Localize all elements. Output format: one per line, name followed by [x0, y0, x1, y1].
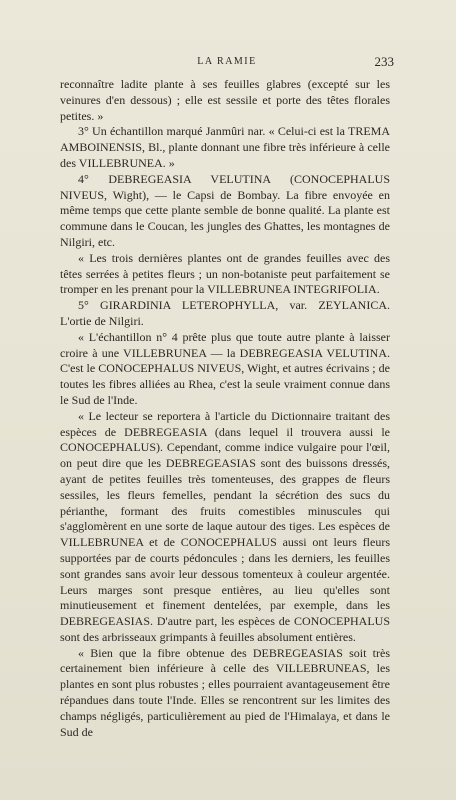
paragraph-quote-1: « Les trois dernières plantes ont de grandes feuilles avec des têtes serrées à petites fleurs ; un non-botaniste peut parfaitement se tromper en les prenant pour la VILLEBRUNEA INTEGRIFOLIA. — [60, 250, 390, 297]
paragraph-item-5: 5° GIRARDINIA LETEROPHYLLA, var. ZEYLANICA. L'ortie de Nilgiri. — [60, 298, 390, 328]
running-header — [60, 56, 394, 70]
paragraph-item-3: 3° Un échantillon marqué Janmûri nar. « Celui-ci est la TREMA AMBOINENSIS, Bl., plante donnant une fibre très inférieure à celle des VILLEBRUNEA. » — [60, 124, 390, 170]
paragraph-quote-3: « Le lecteur se reportera à l'article du Dictionnaire traitant des espèces de DEBREGEASIA (dans lequel il trouvera aussi le CONOCEPHALUS). Cependant, comme indice vulgaire pour l'œil, on peut dire que les DEBREGEASIAS sont des buissons dressés, ayant de petites feuilles très tomenteuses, des grappes de fleurs sessiles, les fleurs femelles, pendant la sécrétion des sucs du périanthe, formant des fruits comestibles minuscules qui s'agglomèrent en une sorte de laque autour des tiges. Les espèces de VILLEBRUNEA et de CONOCEPHALUS aussi ont leurs fleurs supportées par de courts pédoncules ; dans les derniers, les feuilles sont grandes sans avoir leur dessous tomenteux à couleur argentée. Leurs marges sont presque entières, au lieu qu'elles sont minutieusement et finement dentelées, par exemple, dans les DEBREGEASIAS. D'autre part, les espèces de CONOCEPHALUS sont des arbrisseaux grimpants à feuilles absolument entières. — [60, 408, 390, 644]
paragraph-item-4: 4° DEBREGEASIA VELUTINA (CONOCEPHALUS NIVEUS, Wight), — le Capsi de Bombay. La fibre envoyée en même temps que cette plante semble de bonne qualité. La plante est commune dans le Coucan, les jungles des Ghattes, les montagnes de Nilgiri, etc. — [60, 171, 390, 249]
paragraph-continuation: reconnaître ladite plante à ses feuilles glabres (excepté sur les veinures d'en dessous) ; elle est sessile et porte des têtes florales petites. » — [60, 77, 390, 123]
page-number: 233 — [374, 54, 394, 69]
paragraph-quote-4: « Bien que la fibre obtenue des DEBREGEASIAS soit très certainement bien inférieure à celle des VILLEBRUNEAS, les plantes en sont plus robustes ; elles pourraient avantageusement être répandues dans toute l'Inde. Elles se rencontrent sur les limites des champs négligés, particulièrement au pied de l'Himalaya, et dans le Sud de — [60, 645, 390, 739]
text-body — [60, 77, 390, 740]
running-title: LA RAMIE — [197, 56, 257, 67]
paragraph-quote-2: « L'échantillon n° 4 prête plus que toute autre plante à laisser croire à une VILLEBRUNEA — la DEBREGEASIA VELUTINA. C'est le CONOCEPHALUS NIVEUS, Wight, et autres écrivains ; de toutes les fibres alliées au Rhea, c'est la seule vraiment connue dans le Sud de l'Inde. — [60, 329, 390, 407]
